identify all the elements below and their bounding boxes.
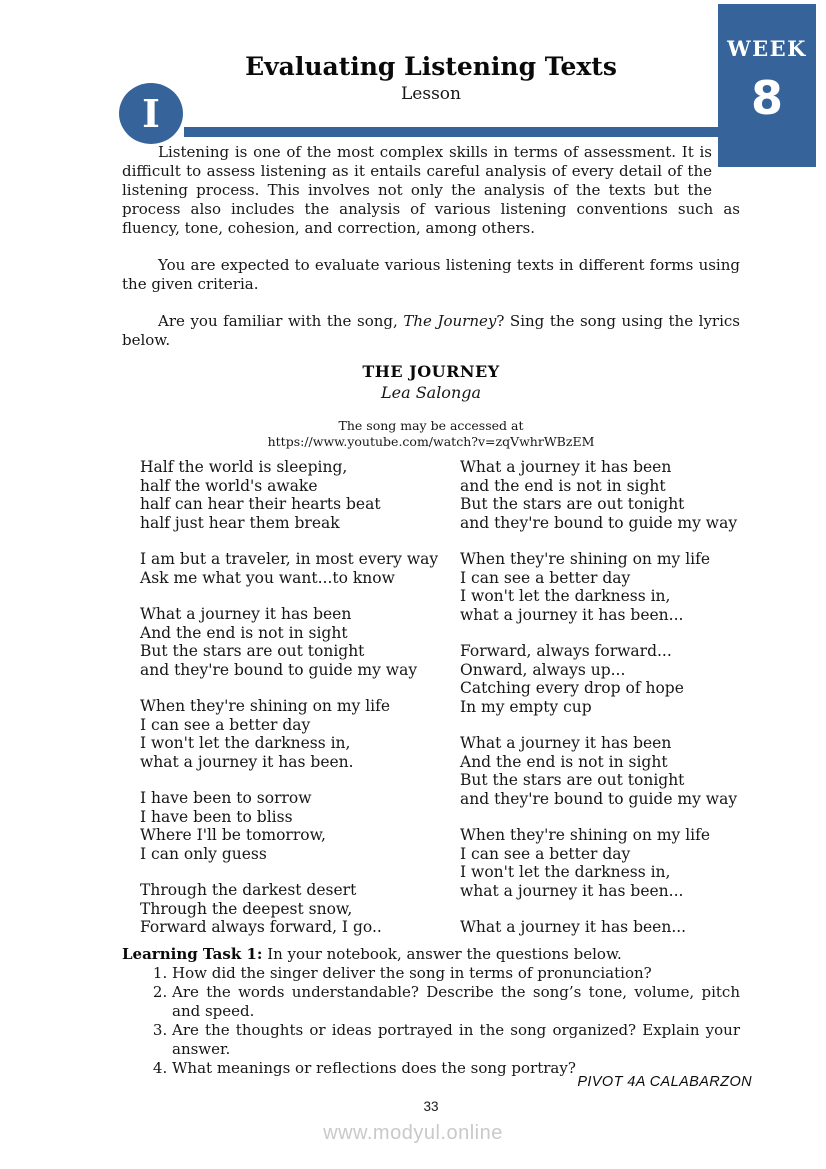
- lyric-line: I have been to bliss: [140, 807, 293, 826]
- song-artist: Lea Salonga: [380, 383, 482, 402]
- lyric-line: what a journey it has been.: [140, 752, 354, 771]
- learning-task-question: 4. What meanings or reflections does the song portray?: [172, 1059, 740, 1078]
- attribution: PIVOT 4A CALABARZON: [577, 1074, 752, 1090]
- lyric-stanza: [460, 734, 740, 808]
- lyric-stanza: [140, 550, 460, 587]
- lyric-line: half the world's awake: [140, 476, 318, 495]
- lyric-line: What a journey it has been: [140, 605, 352, 623]
- lyric-line: I can only guess: [140, 844, 267, 863]
- lyric-line: When they're shining on my life: [140, 697, 391, 715]
- song-question-after: ? Sing the song using the lyrics below.: [122, 312, 740, 349]
- song-access-note: The song may be accessed at: [338, 418, 524, 433]
- page-content: [122, 0, 740, 1078]
- lyric-line: Catching every drop of hope: [460, 679, 684, 697]
- lyric-line: What a journey it has been: [460, 734, 672, 752]
- lyric-line: But the stars are out tonight: [460, 771, 685, 789]
- week-badge-number: 8: [750, 71, 783, 125]
- learning-task: [122, 945, 740, 1078]
- page-subtitle: Lesson: [401, 84, 461, 104]
- lyric-stanza: [460, 550, 740, 624]
- song-lyrics: [122, 458, 740, 937]
- lyric-line: Onward, always up...: [460, 660, 626, 679]
- lyric-line: I can see a better day: [140, 715, 311, 734]
- learning-task-question: 2. Are the words understandable? Describe the song’s tone, volume, pitch and speed.: [172, 983, 740, 1021]
- page-title: Evaluating Listening Texts: [245, 52, 617, 81]
- lyric-line: I won't let the darkness in,: [460, 863, 671, 881]
- lyric-line: and they're bound to guide my way: [140, 660, 418, 679]
- lyric-line: Half the world is sleeping,: [140, 458, 348, 476]
- lyric-stanza: [140, 697, 460, 771]
- learning-task-instruction: In your notebook, answer the questions below.: [262, 944, 622, 963]
- learning-task-lead: [122, 945, 740, 964]
- lyric-line: Ask me what you want...to know: [140, 568, 395, 587]
- lyric-stanza: [140, 881, 460, 937]
- lyric-line: I am but a traveler, in most every way: [140, 550, 439, 568]
- lyrics-left-column: [122, 458, 460, 937]
- lyric-line: I have been to sorrow: [140, 789, 312, 807]
- lyric-line: Through the darkest desert: [140, 881, 357, 899]
- lyric-stanza: [460, 642, 740, 716]
- lyric-line: I won't let the darkness in,: [460, 587, 671, 605]
- lyric-stanza: [140, 605, 460, 679]
- lyric-line: What a journey it has been...: [460, 918, 687, 936]
- lyric-line: I can see a better day: [460, 568, 631, 587]
- lyric-line: Forward always forward, I go..: [140, 918, 382, 936]
- week-badge-spacer: [712, 143, 740, 182]
- week-badge-label: WEEK: [727, 36, 807, 61]
- learning-task-question: 1. How did the singer deliver the song in terms of pronunciation?: [172, 964, 740, 983]
- lyric-line: I can see a better day: [460, 844, 631, 863]
- learning-task-label: Learning Task 1:: [122, 944, 263, 963]
- lyric-line: Through the deepest snow,: [140, 899, 353, 918]
- page-number: 33: [423, 1099, 439, 1114]
- lyric-line: I won't let the darkness in,: [140, 734, 351, 752]
- lyric-stanza: [460, 458, 740, 532]
- lyric-stanza: [460, 826, 740, 900]
- lyric-line: And the end is not in sight: [140, 623, 348, 642]
- lyric-line: But the stars are out tonight: [140, 642, 365, 660]
- intro-paragraph-2: You are expected to evaluate various listening texts in different forms using the given criteria.: [122, 256, 740, 293]
- lyrics-right-column: [460, 458, 740, 937]
- intro-paragraph-1: [122, 143, 740, 238]
- lyric-stanza: [140, 458, 460, 532]
- lyric-line: What a journey it has been: [460, 458, 672, 476]
- lyric-line: what a journey it has been...: [460, 605, 684, 624]
- intro-paragraph-1-text: Listening is one of the most complex skills in terms of assessment. It is difficult to assess listening as it entails careful analysis of every detail of the listening process. This involves not only the analysis of the texts but the process also includes the analysis of various listening conventions such as fluency, tone, cohesion, and correction, among others.: [122, 143, 740, 237]
- lyric-line: But the stars are out tonight: [460, 495, 685, 513]
- lyric-line: half just hear them break: [140, 513, 340, 532]
- lyric-line: and the end is not in sight: [460, 476, 666, 495]
- lyric-line: half can hear their hearts beat: [140, 495, 381, 513]
- lyric-line: When they're shining on my life: [460, 550, 711, 568]
- song-title-inline: The Journey: [403, 312, 497, 330]
- song-question-before: Are you familiar with the song,: [158, 312, 404, 330]
- lyric-line: Where I'll be tomorrow,: [140, 826, 326, 844]
- song-question-paragraph: [122, 312, 740, 350]
- lyric-stanza: [140, 789, 460, 863]
- lyric-line: and they're bound to guide my way: [460, 513, 738, 532]
- song-access-url: https://www.youtube.com/watch?v=zqVwhrWBzEM: [267, 433, 595, 449]
- lyric-line: what a journey it has been...: [460, 881, 684, 900]
- learning-task-questions: [122, 964, 740, 1078]
- lyric-stanza: [460, 918, 740, 937]
- lyric-line: and they're bound to guide my way: [460, 789, 738, 808]
- lyric-line: And the end is not in sight: [460, 752, 668, 771]
- song-access-block: [122, 418, 740, 449]
- lyric-line: Forward, always forward...: [460, 642, 672, 660]
- lyric-line: When they're shining on my life: [460, 826, 711, 844]
- learning-task-question: 3. Are the thoughts or ideas portrayed in the song organized? Explain your answer.: [172, 1021, 740, 1059]
- song-title: THE JOURNEY: [362, 362, 500, 381]
- section-letter: I: [142, 91, 160, 136]
- lyric-line: In my empty cup: [460, 697, 592, 716]
- watermark: www.modyul.online: [323, 1122, 503, 1144]
